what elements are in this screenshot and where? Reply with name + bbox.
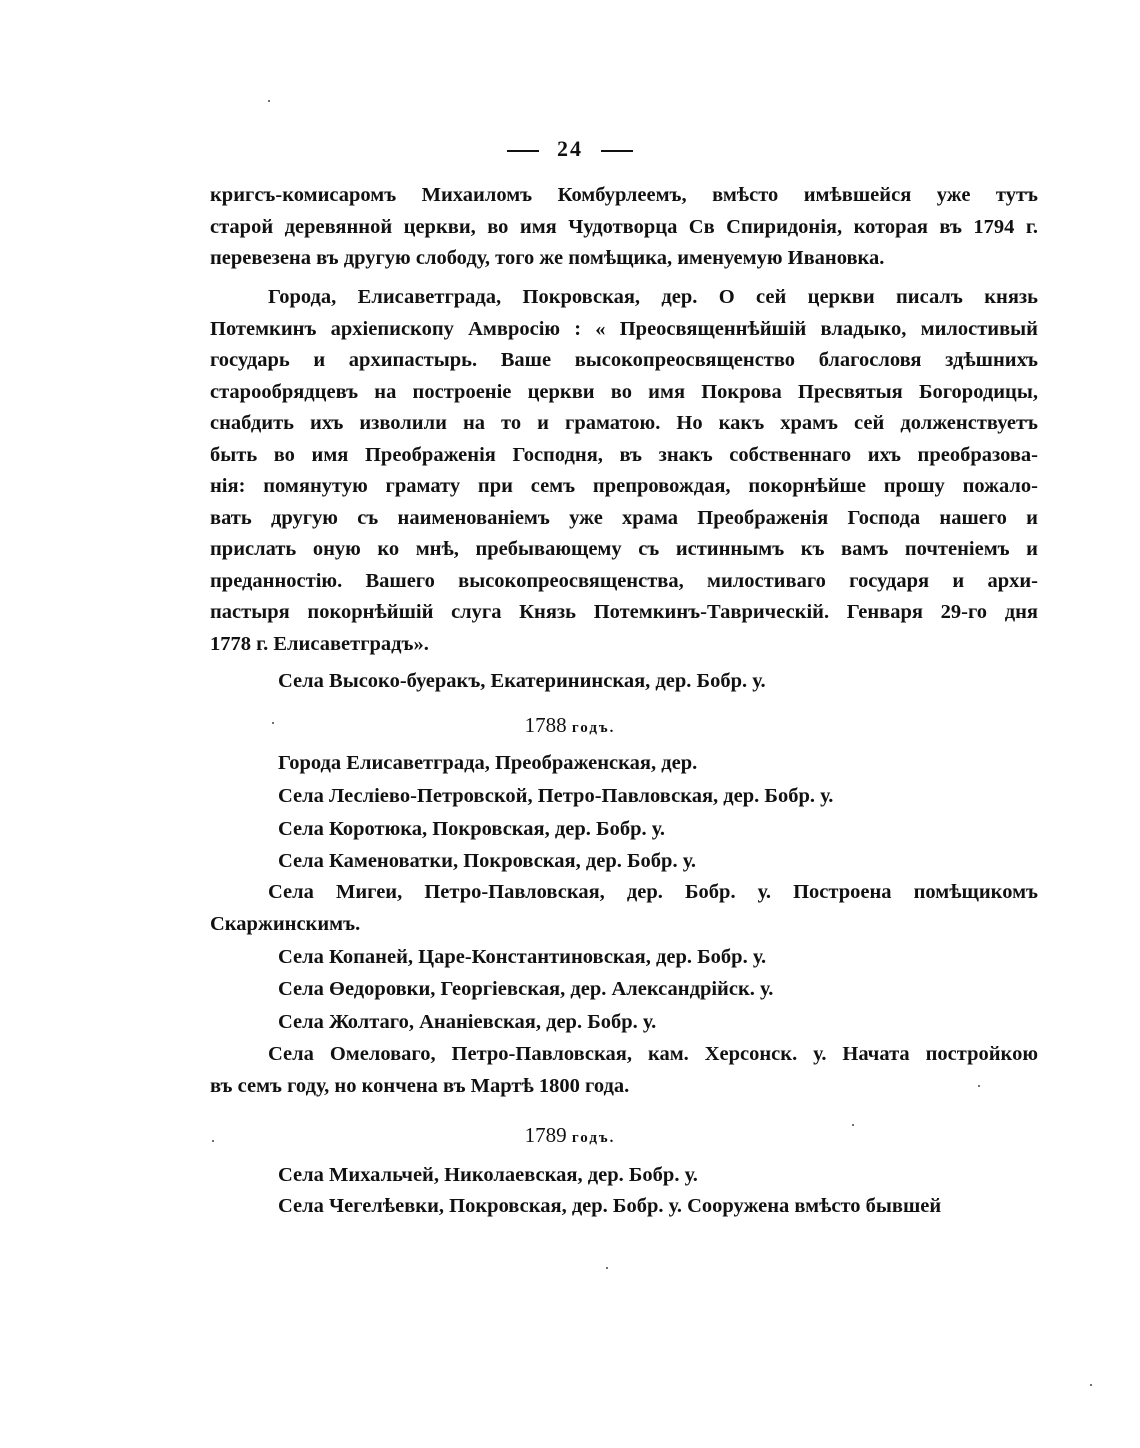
text-line: Скаржинскимъ. (210, 912, 361, 935)
right-dash-ornament (601, 150, 633, 152)
text-line: преданностію. Вашего высокопреосвященства, милостиваго государя и архи- (210, 569, 1038, 592)
year-suffix: годъ. (571, 720, 616, 736)
left-dash-ornament (507, 150, 539, 152)
entry-migei (210, 877, 1038, 940)
text-line: 1778 г. Елисаветградъ». (210, 632, 429, 655)
text-line: Потемкинъ архіепископу Амвросію : « Преосвященнѣйшій владыко, милостивый (210, 317, 1038, 340)
year-number: 1788 (524, 713, 567, 737)
year-heading-1788 (0, 710, 1140, 743)
text-line: старообрядцевъ на построеніе церкви во имя Покрова Пресвятыя Богородицы, (210, 380, 1038, 403)
entry-list-item: Села Михальчей, Николаевская, дер. Бобр. у. (278, 1164, 698, 1186)
year-suffix: годъ. (571, 1130, 616, 1146)
year-number: 1789 (524, 1123, 567, 1147)
text-line: пастыря покорнѣйшій слуга Князь Потемкинъ-Таврическій. Генваря 29-го дня (210, 601, 1038, 623)
text-line: быть во имя Преображенія Господня, въ знакъ собственнаго ихъ преобразова- (210, 443, 1038, 466)
year-heading-1789 (0, 1120, 1140, 1153)
scan-speck (1090, 1384, 1092, 1386)
page-number: 24 (557, 136, 583, 161)
potemkin-letter-paragraph (210, 282, 1038, 660)
entry-list-item: Села Копаней, Царе-Константиновская, дер. Бобр. у. (278, 946, 767, 968)
scan-speck (272, 722, 274, 724)
entry-omelovago (210, 1039, 1038, 1102)
scan-speck (852, 1124, 854, 1126)
scan-speck (606, 1267, 608, 1269)
page-number-header (0, 134, 1140, 164)
text-line: государь и архипастырь. Ваше высокопреосвященство благословя здѣшнихъ (210, 349, 1038, 371)
text-line: снабдить ихъ изволили на то и граматою. Но какъ храмъ сей долженствуетъ (210, 412, 1038, 434)
text-line: нія: помянутую грамату при семъ препровождая, покорнѣйше прошу пожало- (210, 475, 1038, 497)
entry-list-item: Села Чегелѣевки, Покровская, дер. Бобр. у. Сооружена вмѣсто бывшей (278, 1195, 942, 1217)
entry-list-item: Села Жолтаго, Ананіевская, дер. Бобр. у. (278, 1011, 657, 1033)
scan-speck (268, 100, 270, 102)
entry-list-item: Села Каменоватки, Покровская, дер. Бобр. у. (278, 850, 697, 872)
entry-list-item: Села Өедоровки, Георгіевская, дер. Александрійск. у. (278, 978, 774, 1000)
text-line: старой деревянной церкви, во имя Чудотворца Св Спиридонія, которая въ 1794 г. (210, 215, 1038, 238)
text-line: прислать оную ко мнѣ, пребывающему съ истиннымъ къ вамъ почтеніемъ и (210, 538, 1038, 560)
text-line: Села Омеловаго, Петро-Павловская, кам. Херсонск. у. Начата постройкою (268, 1043, 1038, 1065)
entry-list-item: Села Лесліево-Петровской, Петро-Павловская, дер. Бобр. у. (278, 785, 834, 807)
opening-paragraph (210, 180, 1038, 275)
scan-speck (212, 1140, 214, 1142)
text-line: кригсъ-комисаромъ Михаиломъ Комбурлеемъ, вмѣсто имѣвшейся уже тутъ (210, 184, 1038, 206)
entry-list-item: Села Коротюка, Покровская, дер. Бобр. у. (278, 818, 666, 840)
scan-speck (978, 1085, 980, 1087)
text-line: Города, Елисаветграда, Покровская, дер. О сей церкви писалъ князь (268, 286, 1038, 308)
entry-vysoko-buerak: Села Высоко-буеракъ, Екатерининская, дер. Бобр. у. (278, 670, 766, 692)
text-line: перевезена въ другую слободу, того же помѣщика, именуемую Ивановка. (210, 247, 885, 269)
entry-list-item: Города Елисаветграда, Преображенская, дер. (278, 752, 698, 774)
text-line: вать другую съ наименованіемъ уже храма Преображенія Господа нашего и (210, 506, 1038, 529)
text-line: Села Мигеи, Петро-Павловская, дер. Бобр. у. Построена помѣщикомъ (268, 881, 1038, 903)
text-line: въ семъ году, но кончена въ Мартѣ 1800 года. (210, 1074, 630, 1097)
